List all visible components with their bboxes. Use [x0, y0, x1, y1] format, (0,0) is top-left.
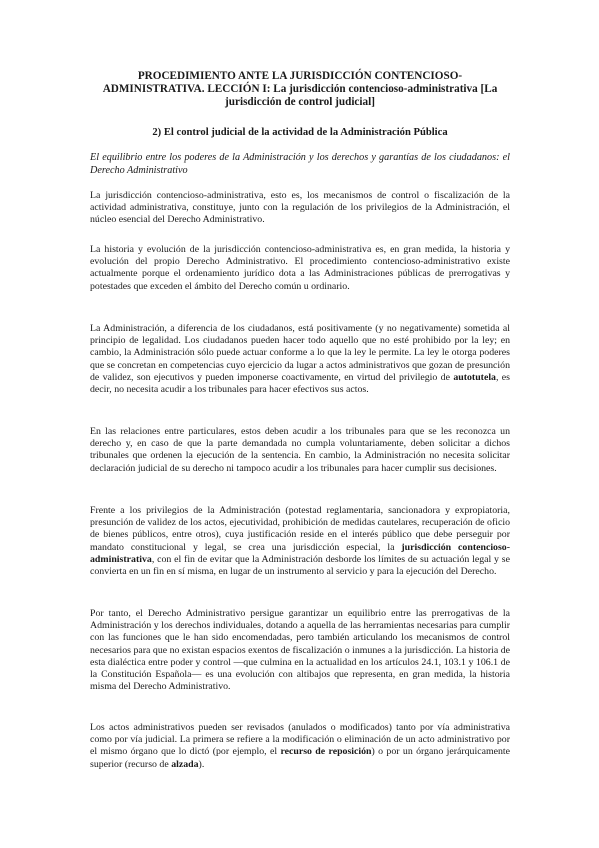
term-alzada: alzada	[171, 758, 199, 770]
term-recurso-reposicion: recurso de reposición	[280, 746, 372, 758]
paragraph-5-text-a: Frente a los privilegios de la Administración (potestad reglamentaria, sancionadora y expropiatoria, presunción de validez de los actos, ejecutividad, prohibición de medidas cautelares, recuperación de oficio de bienes públicos, entre otros), cuya justificación reside en el interés público que debe perseguir por mandato constitucional y legal, se crea una jurisdicción especial, la	[90, 505, 510, 553]
paragraph-5-text-b: , con el fin de evitar que la Administración desborde los límites de su actuación legal y se convierta en un fin en sí misma, en lugar de un instrumento al servicio y para la ejecución del Derecho.	[90, 553, 510, 578]
paragraph-1: La jurisdicción contencioso-administrativa, esto es, los mecanismos de control o fiscalización de la actividad administrativa, constituye, junto con la regulación de los privilegios de la Administración, el núcleo esencial del Derecho Administrativo.	[90, 190, 510, 226]
paragraph-6: Por tanto, el Derecho Administrativo persigue garantizar un equilibrio entre las prerrogativas de la Administración y los derechos individuales, dotando a aquella de las herramientas necesarias para cumplir con las funciones que le han sido encomendadas, pero también articulando los mecanismos de control necesarios para que no existan espacios exentos de fiscalización o inmunes a la jurisdicción. La historia de esta dialéctica entre poder y control —que culmina en la actualidad en los artículos 24.1, 103.1 y 106.1 de la Constitución Española— es una evolución con altibajos que representa, en gran medida, la historia misma del Derecho Administrativo.	[90, 608, 510, 693]
paragraph-3-text-a: La Administración, a diferencia de los ciudadanos, está positivamente (y no negativamente) sometida al principio de legalidad. Los ciudadanos pueden hacer todo aquello que no esté prohibido por la ley; en cambio, la Administración sólo puede actuar conforme a lo que la ley le permite. La ley le otorga poderes que se concretan en competencias cuyo ejercicio da lugar a actos administrativos que gozan de presunción de validez, son ejecutivos y pueden imponerse coactivamente, en virtud del privilegio de	[90, 323, 510, 383]
paragraph-7-text-a: Los actos administrativos pueden ser revisados (anulados o modificados) tanto por vía administrativa como por vía judicial. La primera se refiere a la modificación o eliminación de un acto administrativo por el mismo órgano que lo dictó (por ejemplo, el	[90, 722, 510, 758]
section-intro: El equilibrio entre los poderes de la Administración y los derechos y garantías de los ciudadanos: el Derecho Administrativo	[90, 152, 510, 176]
document-title: PROCEDIMIENTO ANTE LA JURISDICCIÓN CONTENCIOSO-ADMINISTRATIVA. LECCIÓN I: La jurisdicción contencioso-administrativa [La jurisdicción de control judicial]	[102, 70, 498, 108]
section-heading: 2) El control judicial de la actividad de la Administración Pública	[152, 127, 448, 138]
paragraph-5	[90, 505, 510, 578]
paragraph-3	[90, 323, 510, 396]
paragraph-7-text-c: ).	[198, 758, 205, 770]
paragraph-7	[90, 722, 510, 771]
paragraph-4: En las relaciones entre particulares, estos deben acudir a los tribunales para que se les reconozca un derecho y, en caso de que la parte demandada no cumpla voluntariamente, deben solicitar a dichos tribunales que ordenen la ejecución de la sentencia. En cambio, la Administración no necesita solicitar declaración judicial de su derecho ni tampoco acudir a los tribunales para hacer cumplir sus decisiones.	[90, 426, 510, 474]
term-jurisdiccion: jurisdicción contencioso-administrativa	[90, 541, 511, 565]
paragraph-2: La historia y evolución de la jurisdicción contencioso-administrativa es, en gran medida, la historia y evolución del propio Derecho Administrativo. El procedimiento contencioso-administrativo existe actualmente porque el ordenamiento jurídico dota a las Administraciones públicas de prerrogativas y potestades que exceden el ámbito del Derecho común u ordinario.	[90, 244, 510, 292]
paragraph-7-text-b: ) o por un órgano jerárquicamente superior (recurso de	[90, 746, 510, 770]
term-autotutela: autotutela	[453, 371, 496, 383]
paragraph-3-text-b: , es decir, no necesita acudir a los tribunales para hacer efectivos sus actos.	[90, 371, 510, 396]
